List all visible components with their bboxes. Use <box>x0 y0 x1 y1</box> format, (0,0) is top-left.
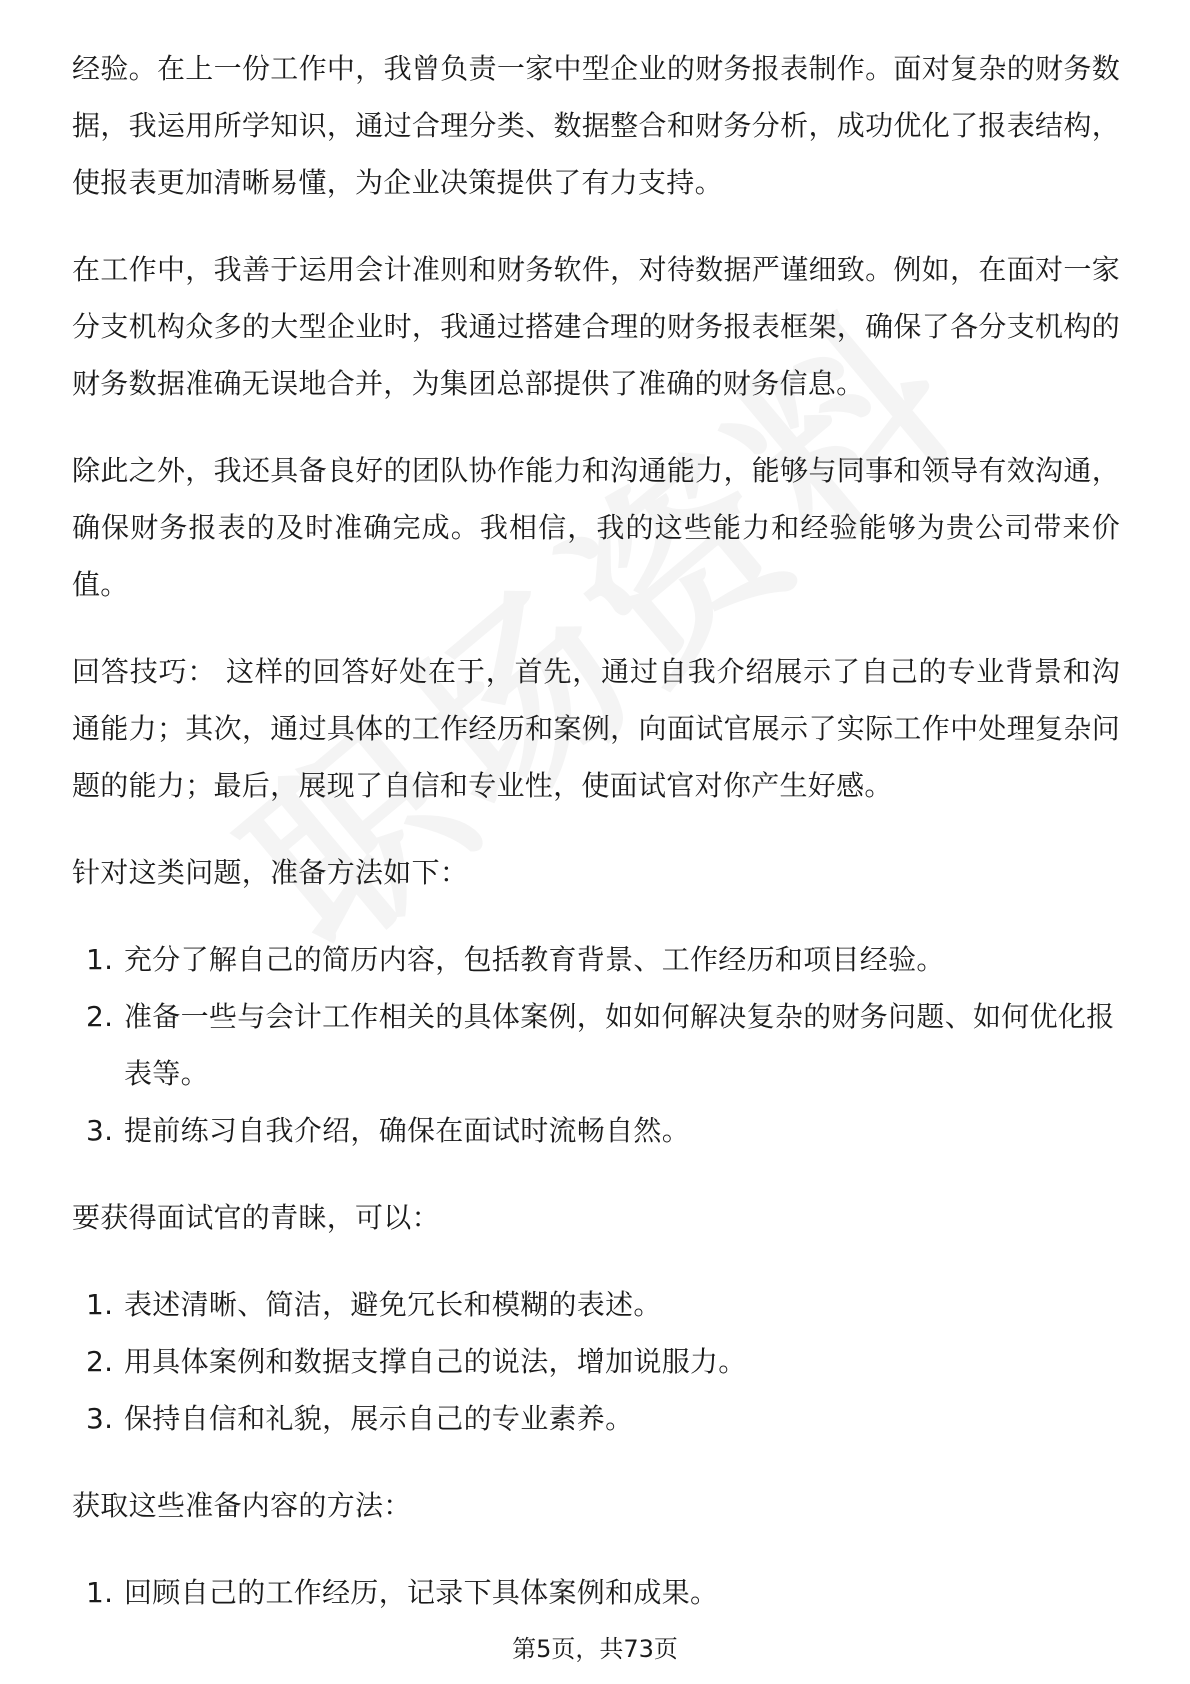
list-number: 1. <box>86 1288 114 1321</box>
list-item <box>72 988 1120 1102</box>
paragraph-win-favor: 要获得面试官的青睐，可以： <box>72 1201 440 1234</box>
paragraph-experience: 经验。在上一份工作中，我曾负责一家中型企业的财务报表制作。面对复杂的财务数据，我运用所学知识，通过合理分类、数据整合和财务分析，成功优化了报表结构，使报表更加清晰易懂，为企业决策提供了有力支持。 <box>72 52 1120 199</box>
list-number: 3. <box>86 1114 114 1147</box>
list-text: 用具体案例和数据支撑自己的说法，增加说服力。 <box>124 1345 747 1378</box>
list-text: 充分了解自己的简历内容，包括教育背景、工作经历和项目经验。 <box>124 943 945 976</box>
list-text: 提前练习自我介绍，确保在面试时流畅自然。 <box>124 1114 691 1147</box>
paragraph-answer-tips: 回答技巧： 这样的回答好处在于，首先，通过自我介绍展示了自己的专业背景和沟通能力；其次，通过具体的工作经历和案例，向面试官展示了实际工作中处理复杂问题的能力；最后，展现了自信和专业性，使面试官对你产生好感。 <box>72 655 1120 802</box>
list-item <box>72 1276 1120 1333</box>
paragraph-prep-intro: 针对这类问题，准备方法如下： <box>72 856 469 889</box>
list-item <box>72 1564 1120 1621</box>
list-text: 准备一些与会计工作相关的具体案例，如如何解决复杂的财务问题、如何优化报表等。 <box>124 1000 1115 1090</box>
paragraph-get-content: 获取这些准备内容的方法： <box>72 1489 412 1522</box>
list-text: 回顾自己的工作经历，记录下具体案例和成果。 <box>124 1576 719 1609</box>
get-content-list <box>72 1564 1120 1621</box>
list-text: 表述清晰、简洁，避免冗长和模糊的表述。 <box>124 1288 662 1321</box>
list-item <box>72 1333 1120 1390</box>
win-favor-list <box>72 1276 1120 1447</box>
list-item <box>72 1390 1120 1447</box>
list-number: 1. <box>86 1576 114 1609</box>
list-item <box>72 931 1120 988</box>
list-text: 保持自信和礼貌，展示自己的专业素养。 <box>124 1402 634 1435</box>
page-footer: 第5页，共73页 <box>512 1635 678 1663</box>
paragraph-teamwork: 除此之外，我还具备良好的团队协作能力和沟通能力，能够与同事和领导有效沟通，确保财务报表的及时准确完成。我相信，我的这些能力和经验能够为贵公司带来价值。 <box>72 454 1120 601</box>
prep-method-list <box>72 931 1120 1159</box>
list-number: 2. <box>86 1000 114 1033</box>
list-item <box>72 1102 1120 1159</box>
list-number: 3. <box>86 1402 114 1435</box>
document-body <box>72 40 1120 1651</box>
paragraph-skills: 在工作中，我善于运用会计准则和财务软件，对待数据严谨细致。例如，在面对一家分支机构众多的大型企业时，我通过搭建合理的财务报表框架，确保了各分支机构的财务数据准确无误地合并，为集团总部提供了准确的财务信息。 <box>72 253 1120 400</box>
list-number: 2. <box>86 1345 114 1378</box>
list-number: 1. <box>86 943 114 976</box>
